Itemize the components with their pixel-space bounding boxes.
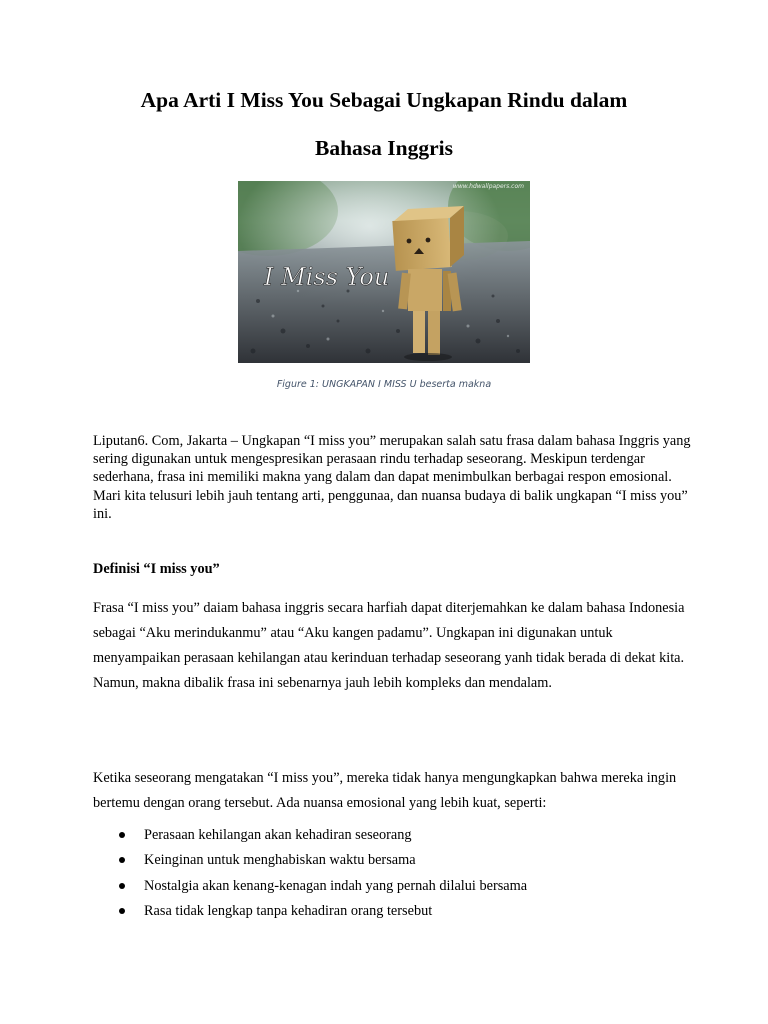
figure-watermark: www.hdwallpapers.com (452, 183, 524, 190)
figure-overlay-text: I Miss You (264, 263, 390, 291)
bullet-icon (119, 908, 125, 914)
list-item (93, 850, 693, 875)
bullet-icon (119, 832, 125, 838)
list-item (93, 901, 693, 926)
bullet-list (93, 825, 693, 926)
figure-image (238, 181, 530, 363)
figure-caption: Figure 1: UNGKAPAN I MISS U beserta makna (276, 379, 492, 390)
list-item (93, 876, 693, 901)
document-title-line-1: Apa Arti I Miss You Sebagai Ungkapan Rindu dalam (140, 88, 628, 112)
document-title-line-2: Bahasa Inggris (315, 136, 453, 160)
list-item (93, 825, 693, 850)
list-item-text: Nostalgia akan kenang-kenagan indah yang pernah dilalui bersama (144, 877, 528, 894)
list-item-text: Perasaan kehilangan akan kehadiran seseorang (144, 827, 412, 843)
bullet-icon (119, 857, 125, 863)
bullet-icon (119, 883, 125, 889)
list-item-text: Keinginan untuk menghabiskan waktu bersama (144, 852, 416, 869)
definition-paragraph: Frasa “I miss you” daiam bahasa inggris secara harfiah dapat diterjemahkan ke dalam bahasa Indonesia sebagai “Aku merindukanmu” atau “Aku kangen padamu”. Ungkapan ini digunakan untuk menyampaikan perasaan kehilangan atau kerinduan terhadap seseorang yanh tidak berada di dekat kita. Namun, makna dibalik frasa ini sebenarnya jauh lebih kompleks dan mendalam. (93, 600, 685, 691)
ketika-paragraph: Ketika seseorang mengatakan “I miss you”, mereka tidak hanya mengungkapkan bahwa mereka ingin bertemu dengan orang tersebut. Ada nuansa emosional yang lebih kuat, seperti: (93, 770, 677, 811)
section-heading: Definisi “I miss you” (93, 561, 220, 577)
intro-paragraph: Liputan6. Com, Jakarta – Ungkapan “I miss you” merupakan salah satu frasa dalam bahasa Inggris yang sering digunakan untuk mengespresikan perasaan rindu terhadap seseorang. Meskipun terdengar sederhana, frasa ini memiliki makna yang dalam dan dapat menimbulkan berbagai respon emosional. Mari kita telusuri lebih jauh tentang arti, penggunaa, dan nuansa budaya di balik ungkapan “I miss you” ini. (93, 433, 691, 522)
list-item-text: Rasa tidak lengkap tanpa kehadiran orang tersebut (144, 902, 433, 919)
